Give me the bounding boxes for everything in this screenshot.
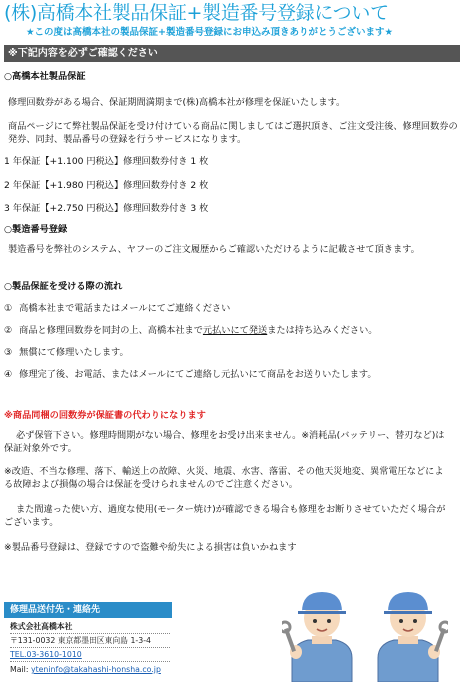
step-text: 商品と修理回数券を同封の上、高橋本社まで [19,325,203,336]
contact-phone[interactable]: TEL.03-3610-1010 [10,650,82,659]
warranty-plan-1: 1 年保証【+1.100 円税込】修理回数券付き 1 枚 [4,156,209,167]
step-text-underlined: 元払いにて発送 [202,325,268,336]
worker-with-wrench-illustration [282,580,362,682]
notice-banner: ※下記内容を必ずご確認ください [4,45,460,62]
step-text: 高橋本社まで電話またはメールにてご連絡ください [19,303,231,314]
divider [10,661,170,662]
note-2: ※改造、不当な修理、落下、輸送上の故障、火災、地震、水害、落雷、その他天災地変、異常電圧などによる故障および損傷の場合は保証を受けられませんのでご注意ください。 [4,466,444,490]
contact-heading: 修理品送付先・連絡先 [4,602,172,618]
page-subtitle: ★この度は高橋本社の製品保証+製造番号登録にお申込み頂きありがとうございます★ [26,27,393,38]
flow-step-4 [4,368,377,381]
warranty-plan-2: 2 年保証【+1.980 円税込】修理回数券付き 2 枚 [4,180,209,191]
step-text: 無償にて修理いたします。 [19,347,129,358]
contact-address: 〒131-0032 東京都墨田区東向島 1-3-4 [10,636,151,645]
warranty-para2: 商品ページにて弊社製品保証を受け付けている商品に関しましてはご選択頂き、ご注文受注後、修理回数券の発券、同封、製品番号の登録を行うサービスになります。 [8,121,458,145]
contact-company: 株式会社高橋本社 [10,622,73,631]
mail-link[interactable]: yteninfo@takahashi-honsha.co.jp [30,665,161,674]
step-text-tail: または持ち込みください。 [267,325,378,336]
flow-heading: ○製品保証を受ける際の流れ [4,281,123,292]
divider [10,633,170,634]
page-title: (株)高橋本社製品保証+製造番号登録について [4,2,389,24]
step-number: ① [4,303,13,314]
step-text: 修理完了後、お電話、またはメールにてご連絡し元払いにて商品をお送りいたします。 [19,369,377,380]
step-number: ② [4,325,13,336]
serial-para: 製造番号を弊社のシステム、ヤフーのご注文履歴からご確認いただけるように記載させて頂きます。 [8,244,420,255]
warranty-para1: 修理回数券がある場合、保証期間満期まで(株)高橋本社が修理を保証いたします。 [8,97,346,108]
worker-with-wrench-illustration [368,580,448,682]
note-3: また間違った使い方、過度な使用(モーター焼け)が確認できる場合も修理をお断りさせていただく場合がございます。 [4,504,446,528]
flow-step-1 [4,302,230,315]
note-1: 必ず保管下さい。修理時間期がない場合、修理をお受け出来ません。※消耗品(バッテリー、替刃など)は保証対象外です。 [4,430,445,454]
step-number: ③ [4,347,13,358]
flow-step-2 [4,324,377,337]
warranty-heading: ○高橋本社製品保証 [4,71,86,82]
contact-mail [10,665,161,675]
flow-step-3 [4,346,129,359]
divider [10,647,170,648]
warranty-plan-3: 3 年保証【+2.750 円税込】修理回数券付き 3 枚 [4,203,209,214]
note-4: ※製品番号登録は、登録ですので盗難や紛失による損害は負いかねます [4,542,297,553]
warning-heading: ※商品同梱の回数券が保証書の代わりになります [4,410,206,421]
serial-heading: ○製造番号登録 [4,224,68,235]
step-number: ④ [4,369,13,380]
mail-label: Mail: [10,665,31,674]
